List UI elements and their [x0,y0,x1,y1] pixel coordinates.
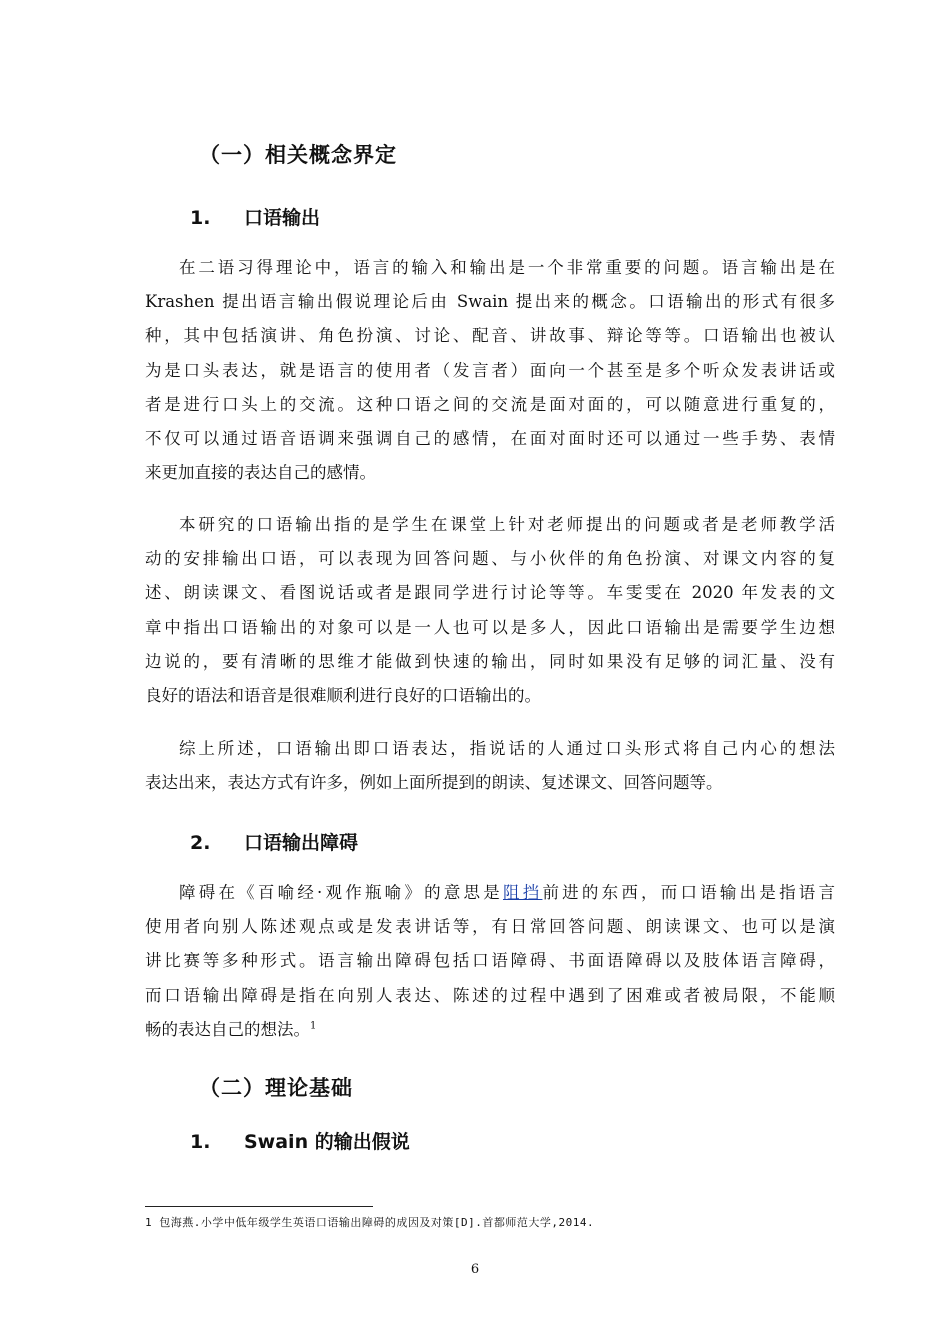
text-line [145,1013,835,1047]
text-line: 而口语输出障碍是指在向别人表达、陈述的过程中遇到了困难或者被局限，不能顺 [145,985,835,1005]
text-segment: 畅的表达自己的想法。 [145,1019,310,1039]
text-line: 表达出来，表达方式有许多，例如上面所提到的朗读、复述课文、回答问题等。 [145,773,723,793]
text-line: 使用者向别人陈述观点或是发表讲话等，有日常回答问题、朗读课文、也可以是演 [145,917,835,937]
subsection-number: 1. [190,207,211,229]
text-line: 章中指出口语输出的对象可以是一人也可以是多人，因此口语输出是需要学生边想 [145,617,835,637]
text-line [145,876,835,910]
subsection-number: 1. [190,1131,211,1153]
text-line: 讲比赛等多种形式。语言输出障碍包括口语障碍、书面语障碍以及肢体语言障碍， [145,951,835,971]
subsection-number: 2. [190,832,211,854]
paragraph-summary [145,732,835,800]
paragraph-barrier-definition [145,876,835,1047]
paragraph-study-scope [145,508,835,713]
text-line: 为是口头表达，就是语言的使用者（发言者）面向一个甚至是多个听众发表讲话或 [145,360,835,380]
text-line: 边说的，要有清晰的思维才能做到快速的输出，同时如果没有足够的词汇量、没有 [145,651,835,671]
text-line: 不仅可以通过语音语调来强调自己的感情，在面对面时还可以通过一些手势、表情 [145,429,835,449]
text-line: 综上所述，口语输出即口语表达，指说话的人通过口头形式将自己内心的想法 [179,739,835,758]
subsection-heading-swain [190,1127,410,1154]
subsection-title: 口语输出 [244,207,321,229]
hyperlink-zudang[interactable]: 阻挡 [502,883,543,902]
section-heading-theory: （二）理论基础 [199,1076,353,1100]
section-heading-concepts: （一）相关概念界定 [199,143,397,167]
page-number: 6 [470,1262,480,1277]
text-line: 在二语习得理论中，语言的输入和输出是一个非常重要的问题。语言输出是在 [179,258,835,277]
footnote-text: 1 包海燕.小学中低年级学生英语口语输出障碍的成因及对策[D].首都师范大学,2014. [145,1216,595,1229]
text-line: 本研究的口语输出指的是学生在课堂上针对老师提出的问题或者是老师教学活 [179,515,835,534]
footnote-divider [145,1206,373,1207]
text-line: 述、朗读课文、看图说话或者是跟同学进行讨论等等。车雯雯在 2020 年发表的文 [145,583,835,603]
text-segment: 前进的东西，而口语输出是指语言 [542,883,836,902]
text-line: 来更加直接的表达自己的感情。 [145,463,376,483]
subsection-title: Swain 的输出假说 [244,1131,410,1153]
text-segment: 障碍在《百喻经·观作瓶喻》的意思是 [179,883,503,902]
text-line: 种，其中包括演讲、角色扮演、讨论、配音、讲故事、辩论等等。口语输出也被认 [145,326,835,346]
text-line: Krashen 提出语言输出假说理论后由 Swain 提出来的概念。口语输出的形式有很多 [145,292,835,312]
footnote-reference[interactable]: 1 [310,1020,317,1032]
text-line: 者是进行口头上的交流。这种口语之间的交流是面对面的，可以随意进行重复的， [145,394,835,414]
text-line: 动的安排输出口语，可以表现为回答问题、与小伙伴的角色扮演、对课文内容的复 [145,549,835,569]
paragraph-oral-output-definition [145,251,835,490]
text-line: 良好的语法和语音是很难顺利进行良好的口语输出的。 [145,686,541,706]
subsection-heading-output-barriers [190,828,358,855]
subsection-heading-oral-output [190,203,320,230]
subsection-title: 口语输出障碍 [244,832,359,854]
